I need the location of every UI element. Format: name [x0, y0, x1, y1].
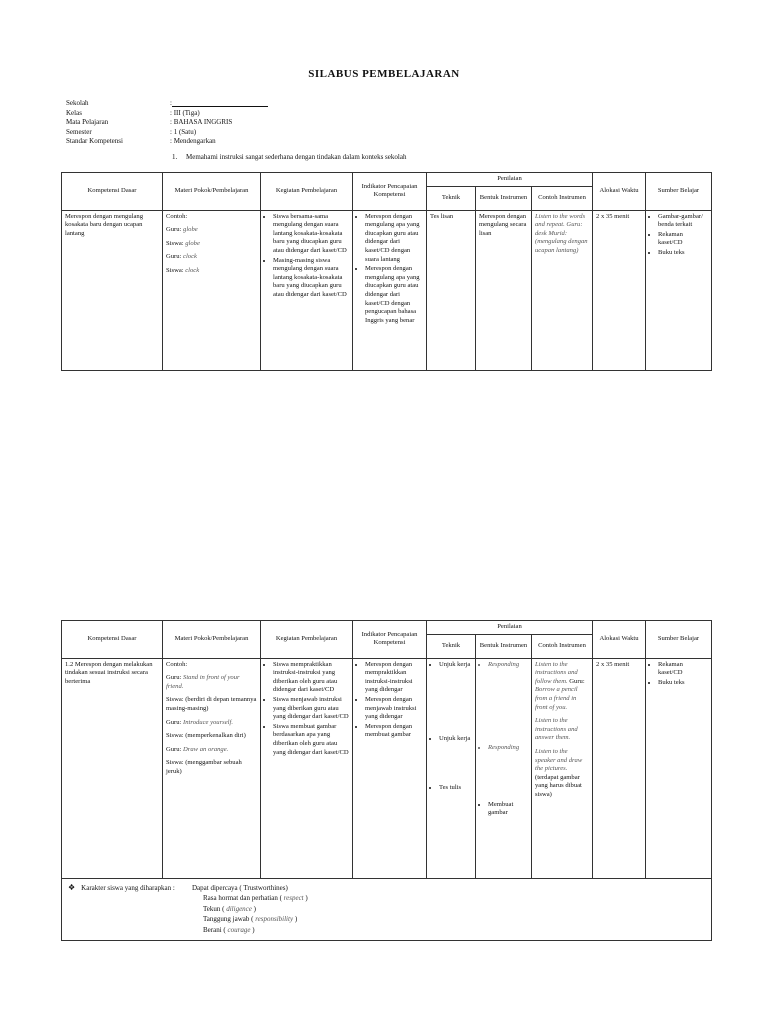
cell-indikator [353, 658, 427, 878]
cell-kegiatan [261, 210, 353, 370]
header-sumber: Sumber Belajar [646, 621, 712, 659]
info-row-mapel: Mata Pelajaran : BAHASA INGGRIS [66, 118, 233, 127]
list-item: • Siswa bersama-sama mengulang dengan suara lantang kosakata-kosakata baru yang diucapkan guru atau didengar dari kaset/CD [273, 213, 349, 256]
header-sumber: Sumber Belajar [646, 173, 712, 211]
cell-sumber [646, 210, 712, 370]
cell-kd: 1.2 Merespon dengan melakukan tindakan sesuai instruksi secara berterima [62, 658, 163, 878]
header-kegiatan: Kegiatan Pembelajaran [261, 173, 353, 211]
standar-kompetensi-item: 1. Memahami instruksi sangat sederhana dengan tindakan dalam konteks sekolah [172, 153, 407, 161]
cell-bentuk: Merespon dengan mengulang secara lisan [476, 210, 532, 370]
header-teknik: Teknik [427, 634, 476, 658]
list-item: • Merespon dengan membuat gambar [365, 723, 423, 740]
header-contoh: Contoh Instrumen [532, 186, 593, 210]
header-bentuk: Bentuk Instrumen [476, 186, 532, 210]
cell-kd: Merespon dengan mengulang kosakata baru dengan ucapan lantang [62, 210, 163, 370]
diamond-bullet-icon: ❖ [68, 882, 76, 892]
list-item: • Rekaman kaset/CD [658, 231, 708, 248]
karakter-row [62, 878, 712, 940]
header-indikator: Indikator Pencapaian Kompetensi [353, 173, 427, 211]
list-item: • Tes tulis [439, 784, 472, 793]
info-row-sk: Standar Kompetensi : Mendengarkan [66, 137, 216, 146]
list-item: • Buku teks [658, 679, 708, 688]
cell-contoh: Listen to the instructions and follow them. Guru: Borrow a pencil from a friend in front of you. Listen to the instructions and answer them. Listen to the speaker and draw the pictures. (terdapat gambar yang harus dibuat siswa) [532, 658, 593, 878]
header-materi: Materi Pokok/Pembelajaran [163, 173, 261, 211]
syllabus-table-1 [61, 172, 712, 371]
header-kegiatan: Kegiatan Pembelajaran [261, 621, 353, 659]
header-contoh: Contoh Instrumen [532, 634, 593, 658]
list-item: • Merespon dengan mengulang apa yang diucapkan guru atau didengar dari kaset/CD dengan suara lantang [365, 213, 423, 265]
header-kd: Kompetensi Dasar [62, 621, 163, 659]
list-item: • Merespon dengan mempraktikkan instruksi-instruksi yang didengar [365, 661, 423, 695]
cell-alokasi: 2 x 35 menit [593, 658, 646, 878]
list-item: • Siswa menjawab instruksi yang diberikan guru atau yang didengar dari kaset/CD [273, 696, 349, 722]
info-row-sekolah: Sekolah : [66, 99, 268, 109]
blank-line [172, 99, 268, 107]
list-item: • Rekaman kaset/CD [658, 661, 708, 678]
list-item: • Responding [488, 661, 528, 670]
list-item: • Buku teks [658, 249, 708, 258]
cell-materi: Contoh: Guru: globe Siswa: globe Guru: clock Siswa: clock [163, 210, 261, 370]
cell-contoh: Listen to the words and repeat. Guru: desk Murid: (mengulang dengan ucapan lantang) [532, 210, 593, 370]
list-item: • Merespon dengan menjawab instruksi yang didengar [365, 696, 423, 722]
header-indikator: Indikator Pencapaian Kompetensi [353, 621, 427, 659]
header-penilaian: Penilaian [427, 621, 593, 635]
list-item: • Siswa membuat gambar berdasarkan apa yang diberikan oleh guru atau yang didengar dari kaset/CD [273, 723, 349, 757]
header-kd: Kompetensi Dasar [62, 173, 163, 211]
cell-teknik [427, 658, 476, 878]
cell-sumber [646, 658, 712, 878]
list-item: • Siswa mempraktikkan instruksi-instruksi yang diberikan oleh guru atau didengar dari kaset/CD [273, 661, 349, 695]
syllabus-table-2 [61, 620, 712, 941]
info-block [66, 99, 268, 147]
table-row [62, 658, 712, 878]
list-item: • Unjuk kerja [439, 735, 472, 744]
cell-alokasi: 2 x 35 menit [593, 210, 646, 370]
info-row-kelas: Kelas : III (Tiga) [66, 108, 200, 117]
list-item: • Merespon dengan mengulang apa yang diucapkan guru atau didengar dari kaset/CD dengan pengucapan bahasa Inggris yang benar [365, 265, 423, 325]
karakter-cell: ❖ Karakter siswa yang diharapkan : Dapat dipercaya ( Trustworthines) Rasa hormat dan perhatian ( respect ) Tekun ( diligence ) Tanggung jawab ( responsibility ) Berani ( courage ) [62, 878, 712, 940]
list-item: • Masing-masing siswa mengulang dengan suara lantang kosakata-kosakata baru yang diucapkan guru atau didengar dari kaset/CD [273, 257, 349, 300]
header-materi: Materi Pokok/Pembelajaran [163, 621, 261, 659]
header-teknik: Teknik [427, 186, 476, 210]
list-item: • Unjuk kerja [439, 661, 472, 670]
list-item: • Gambar-gambar/ benda terkait [658, 213, 708, 230]
info-row-semester: Semester : 1 (Satu) [66, 127, 197, 136]
cell-bentuk [476, 658, 532, 878]
header-penilaian: Penilaian [427, 173, 593, 187]
list-item: • Responding [488, 744, 528, 753]
cell-indikator [353, 210, 427, 370]
list-item: • Membuat gambar [488, 801, 528, 818]
cell-kegiatan [261, 658, 353, 878]
table-row [62, 210, 712, 370]
header-alokasi: Alokasi Waktu [593, 621, 646, 659]
cell-materi: Contoh: Guru: Stand in front of your friend. Siswa: (berdiri di depan temannya masing-masing) Guru: Introduce yourself. Siswa: (memperkenalkan diri) Guru: Draw an orange. Siswa: (menggambar sebuah jeruk) [163, 658, 261, 878]
cell-teknik: Tes lisan [427, 210, 476, 370]
header-alokasi: Alokasi Waktu [593, 173, 646, 211]
header-bentuk: Bentuk Instrumen [476, 634, 532, 658]
page-title: SILABUS PEMBELAJARAN [308, 68, 460, 80]
